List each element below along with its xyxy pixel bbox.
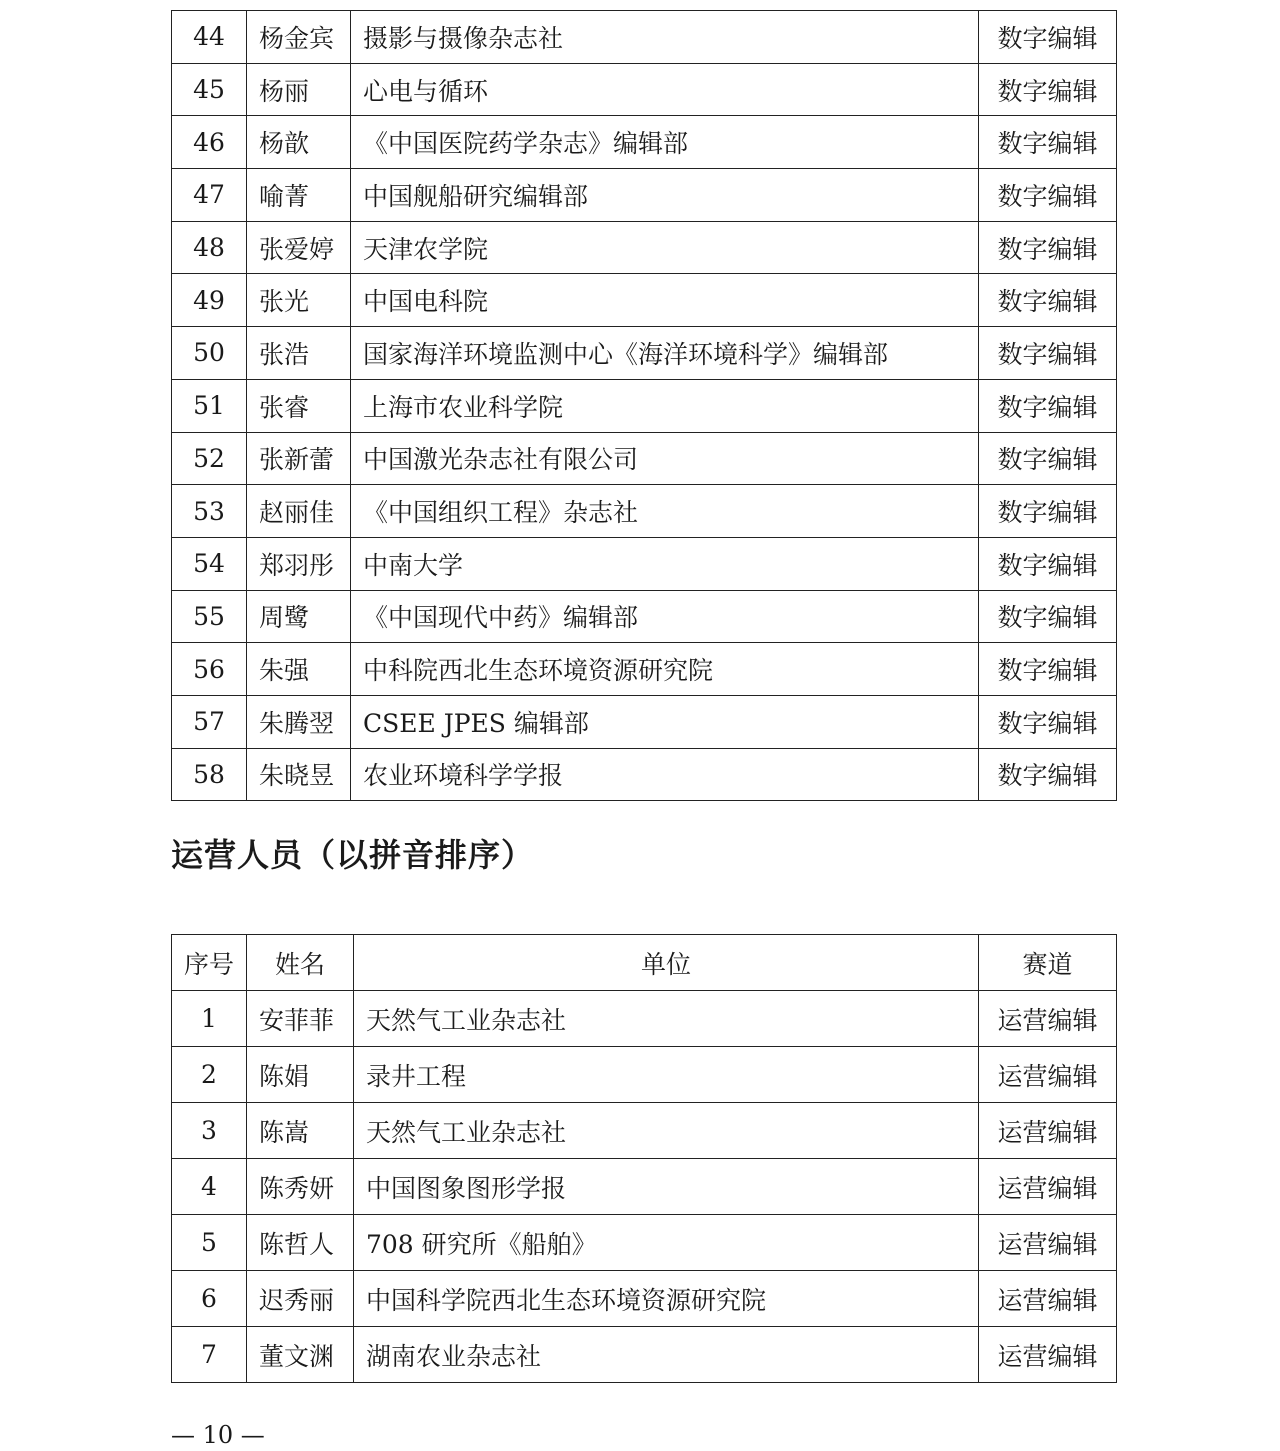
cell-name: 杨金宾 (247, 11, 351, 64)
table-row (172, 221, 1117, 274)
cell-unit: 国家海洋环境监测中心《海洋环境科学》编辑部 (351, 327, 979, 380)
table-row (172, 1047, 1117, 1103)
cell-unit: 中国舰船研究编辑部 (351, 169, 979, 222)
cell-name: 张睿 (247, 379, 351, 432)
header-no: 序号 (172, 935, 247, 991)
cell-track: 运营编辑 (979, 1047, 1117, 1103)
cell-track: 数字编辑 (979, 695, 1117, 748)
cell-number: 48 (172, 221, 247, 274)
cell-unit: 农业环境科学学报 (351, 748, 979, 801)
cell-name: 喻菁 (247, 169, 351, 222)
table-row (172, 991, 1117, 1047)
cell-track: 数字编辑 (979, 116, 1117, 169)
cell-number: 4 (172, 1159, 247, 1215)
cell-number: 44 (172, 11, 247, 64)
table-row (172, 537, 1117, 590)
cell-unit: 天津农学院 (351, 221, 979, 274)
cell-number: 55 (172, 590, 247, 643)
cell-name: 张光 (247, 274, 351, 327)
cell-number: 52 (172, 432, 247, 485)
cell-unit: 《中国现代中药》编辑部 (351, 590, 979, 643)
header-unit: 单位 (354, 935, 979, 991)
table-row (172, 169, 1117, 222)
cell-track: 数字编辑 (979, 748, 1117, 801)
cell-track: 数字编辑 (979, 274, 1117, 327)
cell-number: 47 (172, 169, 247, 222)
cell-number: 49 (172, 274, 247, 327)
cell-number: 58 (172, 748, 247, 801)
header-track: 赛道 (979, 935, 1117, 991)
table-row (172, 432, 1117, 485)
cell-number: 50 (172, 327, 247, 380)
cell-unit: 湖南农业杂志社 (354, 1327, 979, 1383)
section-heading: 运营人员（以拼音排序） (171, 836, 535, 874)
cell-unit: 中科院西北生态环境资源研究院 (351, 643, 979, 696)
cell-unit: 中国图象图形学报 (354, 1159, 979, 1215)
cell-number: 56 (172, 643, 247, 696)
cell-unit: 中国电科院 (351, 274, 979, 327)
table-row (172, 1103, 1117, 1159)
table-row (172, 379, 1117, 432)
cell-unit: 《中国医院药学杂志》编辑部 (351, 116, 979, 169)
cell-track: 数字编辑 (979, 11, 1117, 64)
table-row (172, 485, 1117, 538)
cell-name: 张新蕾 (247, 432, 351, 485)
cell-name: 赵丽佳 (247, 485, 351, 538)
cell-track: 数字编辑 (979, 379, 1117, 432)
table-header-row (172, 935, 1117, 991)
cell-name: 安菲菲 (247, 991, 354, 1047)
table-row (172, 1159, 1117, 1215)
cell-name: 朱晓昱 (247, 748, 351, 801)
table-row (172, 643, 1117, 696)
cell-name: 朱强 (247, 643, 351, 696)
table-row (172, 274, 1117, 327)
cell-number: 6 (172, 1271, 247, 1327)
cell-name: 张浩 (247, 327, 351, 380)
cell-track: 运营编辑 (979, 1103, 1117, 1159)
cell-number: 1 (172, 991, 247, 1047)
cell-name: 陈秀妍 (247, 1159, 354, 1215)
cell-track: 数字编辑 (979, 643, 1117, 696)
cell-name: 朱腾翌 (247, 695, 351, 748)
cell-track: 数字编辑 (979, 221, 1117, 274)
cell-track: 运营编辑 (979, 1215, 1117, 1271)
cell-name: 迟秀丽 (247, 1271, 354, 1327)
cell-name: 陈哲人 (247, 1215, 354, 1271)
cell-track: 数字编辑 (979, 485, 1117, 538)
cell-number: 7 (172, 1327, 247, 1383)
cell-name: 陈娟 (247, 1047, 354, 1103)
cell-track: 运营编辑 (979, 1327, 1117, 1383)
cell-track: 数字编辑 (979, 169, 1117, 222)
cell-track: 数字编辑 (979, 590, 1117, 643)
cell-track: 数字编辑 (979, 432, 1117, 485)
cell-number: 54 (172, 537, 247, 590)
cell-name: 杨丽 (247, 63, 351, 116)
table-row (172, 63, 1117, 116)
cell-name: 董文渊 (247, 1327, 354, 1383)
cell-name: 杨歆 (247, 116, 351, 169)
digital-editors-table (171, 10, 1117, 801)
cell-unit: 摄影与摄像杂志社 (351, 11, 979, 64)
cell-name: 陈嵩 (247, 1103, 354, 1159)
table-row (172, 590, 1117, 643)
cell-number: 45 (172, 63, 247, 116)
cell-unit: 中国科学院西北生态环境资源研究院 (354, 1271, 979, 1327)
table-row (172, 11, 1117, 64)
cell-name: 周鹭 (247, 590, 351, 643)
table-row (172, 1215, 1117, 1271)
cell-unit: 上海市农业科学院 (351, 379, 979, 432)
cell-number: 5 (172, 1215, 247, 1271)
cell-number: 2 (172, 1047, 247, 1103)
table-row (172, 327, 1117, 380)
table-row (172, 695, 1117, 748)
table-row (172, 1327, 1117, 1383)
cell-name: 郑羽彤 (247, 537, 351, 590)
page-number: — 10 — (171, 1421, 265, 1449)
cell-unit: 《中国组织工程》杂志社 (351, 485, 979, 538)
operations-editors-table (171, 934, 1117, 1383)
cell-unit: 天然气工业杂志社 (354, 991, 979, 1047)
cell-track: 数字编辑 (979, 327, 1117, 380)
cell-track: 数字编辑 (979, 537, 1117, 590)
header-name: 姓名 (247, 935, 354, 991)
cell-unit: 录井工程 (354, 1047, 979, 1103)
cell-unit: 中国激光杂志社有限公司 (351, 432, 979, 485)
table-row (172, 116, 1117, 169)
cell-unit: 天然气工业杂志社 (354, 1103, 979, 1159)
cell-unit: 708 研究所《船舶》 (354, 1215, 979, 1271)
cell-number: 46 (172, 116, 247, 169)
cell-number: 53 (172, 485, 247, 538)
cell-name: 张爱婷 (247, 221, 351, 274)
cell-unit: 中南大学 (351, 537, 979, 590)
cell-unit: CSEE JPES 编辑部 (351, 695, 979, 748)
cell-track: 运营编辑 (979, 991, 1117, 1047)
table-row (172, 1271, 1117, 1327)
cell-track: 运营编辑 (979, 1159, 1117, 1215)
cell-number: 57 (172, 695, 247, 748)
cell-unit: 心电与循环 (351, 63, 979, 116)
cell-number: 51 (172, 379, 247, 432)
table-row (172, 748, 1117, 801)
cell-track: 数字编辑 (979, 63, 1117, 116)
cell-number: 3 (172, 1103, 247, 1159)
cell-track: 运营编辑 (979, 1271, 1117, 1327)
